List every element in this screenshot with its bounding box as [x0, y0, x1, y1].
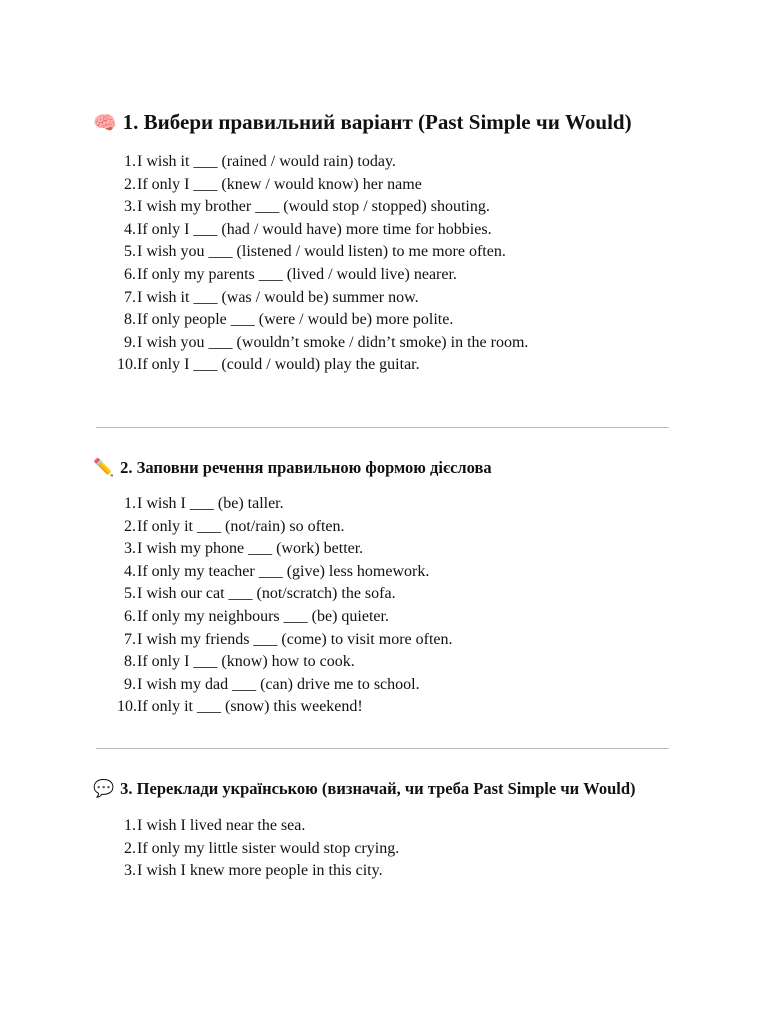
list-item: [93, 561, 673, 584]
section-1: [93, 109, 673, 377]
item-number: 6.: [124, 607, 136, 625]
item-text: I wish it ___ (rained / would rain) today.: [137, 153, 396, 170]
section-1-title-text: 1. Вибери правильний варіант (Past Simple чи Would): [122, 110, 632, 134]
item-number: 9.: [124, 675, 136, 693]
item-text: I wish I lived near the sea.: [137, 817, 306, 834]
item-number: 2.: [124, 839, 136, 857]
item-text: If only my teacher ___ (give) less homework.: [137, 562, 430, 580]
item-text: If only I ___ (could / would) play the guitar.: [137, 356, 420, 374]
section-1-list: [93, 151, 673, 377]
list-item: [93, 219, 673, 242]
item-number: 3.: [124, 862, 136, 880]
item-text: If only I ___ (had / would have) more time for hobbies.: [137, 220, 492, 238]
item-text: I wish my friends ___ (come) to visit more often.: [137, 630, 453, 648]
list-item: [93, 309, 673, 332]
divider: [96, 748, 669, 749]
item-text: If only I ___ (knew / would know) her name: [137, 175, 422, 193]
section-2-list: [93, 493, 673, 719]
list-item: [93, 516, 673, 539]
item-text: If only it ___ (not/rain) so often.: [137, 517, 345, 535]
item-text: I wish my phone ___ (work) better.: [137, 540, 364, 558]
item-text: I wish you ___ (wouldn’t smoke / didn’t smoke) in the room.: [137, 333, 529, 351]
speech-bubble-icon: 💬: [93, 779, 115, 799]
section-1-title: [93, 109, 673, 136]
item-text: I wish you ___ (listened / would listen) to me more often.: [137, 243, 506, 261]
list-item: [93, 838, 638, 861]
list-item: [93, 241, 673, 264]
list-item: [93, 332, 673, 355]
item-text: I wish it ___ (was / would be) summer now.: [137, 288, 419, 306]
item-text: I wish our cat ___ (not/scratch) the sofa.: [137, 585, 396, 603]
item-number: 1.: [124, 153, 136, 170]
item-number: 9.: [124, 333, 136, 351]
item-text: If only it ___ (snow) this weekend!: [137, 698, 363, 716]
list-item: [93, 151, 673, 174]
list-item: [93, 674, 673, 697]
item-text: If only people ___ (were / would be) more polite.: [137, 311, 454, 329]
item-number: 4.: [124, 220, 136, 238]
section-3-title: [93, 778, 638, 800]
item-number: 7.: [124, 288, 136, 306]
item-number: 8.: [124, 653, 136, 671]
section-3-list: [93, 815, 638, 883]
item-number: 3.: [124, 198, 136, 216]
item-text: I wish I ___ (be) taller.: [137, 495, 284, 512]
divider: [96, 427, 669, 428]
item-number: 5.: [124, 243, 136, 261]
brain-icon: 🧠: [93, 112, 117, 134]
list-item: [93, 264, 673, 287]
item-number: 6.: [124, 265, 136, 283]
item-number: 2.: [124, 517, 136, 535]
section-2: [93, 457, 673, 719]
item-number: 4.: [124, 562, 136, 580]
item-text: I wish my brother ___ (would stop / stopped) shouting.: [137, 198, 490, 216]
pencil-icon: ✏️: [93, 458, 115, 478]
item-text: I wish my dad ___ (can) drive me to school.: [137, 675, 420, 693]
item-number: 10.: [117, 698, 137, 716]
section-2-title: [93, 457, 673, 479]
item-number: 10.: [117, 356, 137, 374]
list-item: [93, 651, 673, 674]
list-item: [93, 493, 673, 516]
item-text: I wish I knew more people in this city.: [137, 862, 383, 880]
item-text: If only my parents ___ (lived / would live) nearer.: [137, 265, 457, 283]
item-number: 2.: [124, 175, 136, 193]
list-item: [93, 696, 673, 719]
item-number: 1.: [124, 495, 136, 512]
item-text: If only I ___ (know) how to cook.: [137, 653, 355, 671]
item-number: 5.: [124, 585, 136, 603]
list-item: [93, 583, 673, 606]
list-item: [93, 354, 673, 377]
section-3: [93, 778, 638, 883]
item-number: 1.: [124, 817, 136, 834]
list-item: [93, 860, 638, 883]
list-item: [93, 174, 673, 197]
item-text: If only my little sister would stop crying.: [137, 839, 400, 857]
list-item: [93, 196, 673, 219]
item-number: 8.: [124, 311, 136, 329]
item-text: If only my neighbours ___ (be) quieter.: [137, 607, 389, 625]
list-item: [93, 815, 638, 838]
section-2-title-text: 2. Заповни речення правильною формою дієслова: [120, 458, 492, 477]
item-number: 7.: [124, 630, 136, 648]
list-item: [93, 287, 673, 310]
item-number: 3.: [124, 540, 136, 558]
list-item: [93, 629, 673, 652]
list-item: [93, 538, 673, 561]
list-item: [93, 606, 673, 629]
section-3-title-text: 3. Переклади українською (визначай, чи треба Past Simple чи Would): [120, 779, 636, 798]
